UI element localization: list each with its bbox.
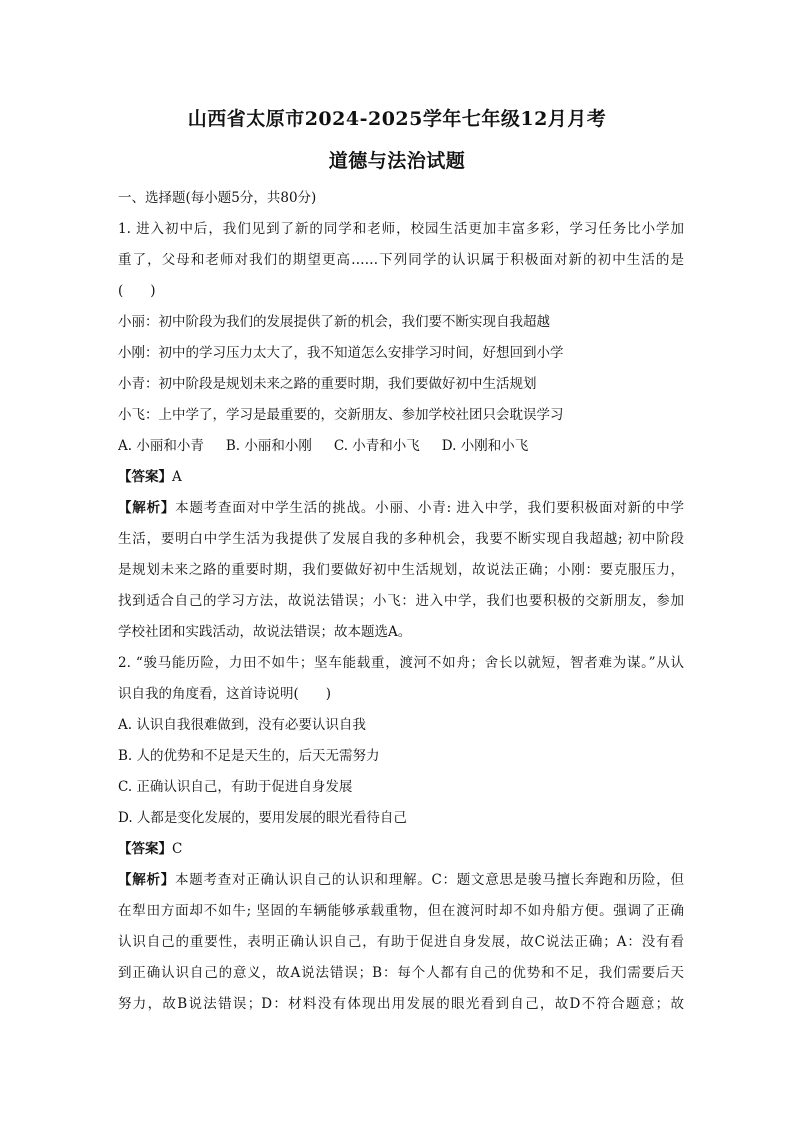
option-a: A. 认识自我很难做到，没有必要认识自我 (118, 717, 366, 733)
answer-line (118, 834, 684, 865)
analysis-text: 本题考查面对中学生活的挑战。小丽、小青: 进入中学，我们要积极面对新的中学 (175, 500, 684, 516)
question-stem-line: 2. “骏马能历险，力田不如牛；坚车能载重，渡河不如舟；舍长以就短，智者难为谋。”从认 (118, 655, 684, 671)
question-2 (118, 648, 684, 1020)
student-statement: 小青：初中阶段是规划未来之路的重要时期，我们要做好初中生活规划 (118, 376, 537, 392)
option-c: C. 小青和小飞 (333, 438, 420, 454)
analysis-line: 努力，故B说法错误；D：材料没有体现出用发展的眼光看到自己，故D不符合题意；故 (118, 996, 684, 1012)
student-statement: 小刚：初中的学习压力太大了，我不知道怎么安排学习时间，好想回到小学 (118, 345, 564, 361)
option-a: A. 小丽和小青 (118, 438, 204, 454)
question-stem-line: ( ) (118, 283, 156, 299)
option-b: B. 人的优势和不足是天生的，后天无需努力 (118, 748, 380, 764)
answer-label: 【答案】 (118, 841, 172, 857)
analysis-line (118, 865, 684, 896)
analysis-label: 【解析】 (118, 872, 175, 888)
answer-value: C (172, 841, 183, 857)
option-d: D. 人都是变化发展的，要用发展的眼光看待自己 (118, 810, 407, 826)
analysis-line: 学校社团和实践活动，故说法错误；故本题选A。 (118, 624, 412, 640)
question-stem-line: 识自我的角度看，这首诗说明( ) (118, 686, 332, 702)
analysis-line: 生活，要明白中学生活为我提供了发展自我的多种机会，我要不断实现自我超越; 初中阶段 (118, 531, 684, 547)
section-heading: 一、选择题(每小题5分，共80分) (118, 190, 317, 206)
analysis-line: 找到适合自己的学习方法，故说法错误；小飞：进入中学，我们也要积极的交新朋友，参加 (118, 593, 684, 609)
analysis-text: 本题考查对正确认识自己的认识和理解。C：题文意思是骏马擅长奔跑和历险，但 (175, 872, 684, 888)
answer-value: A (172, 469, 182, 485)
option-b: B. 小丽和小刚 (225, 438, 312, 454)
document-title: 山西省太原市2024-2025学年七年级12月月考 (187, 108, 607, 130)
exam-content (118, 183, 684, 1020)
question-1 (118, 214, 684, 648)
analysis-line: 是规划未来之路的重要时期，我们要做好初中生活规划，故说法正确；小刚：要克服压力， (118, 562, 684, 578)
question-stem-line: 重了，父母和老师对我们的期望更高……下列同学的认识属于积极面对新的初中生活的是 (118, 252, 684, 268)
student-statement: 小丽：初中阶段为我们的发展提供了新的机会，我们要不断实现自我超越 (118, 314, 550, 330)
question-stem-line: 1. 进入初中后，我们见到了新的同学和老师，校园生活更加丰富多彩，学习任务比小学加 (118, 221, 684, 237)
analysis-line (118, 493, 684, 524)
analysis-line: 到正确认识自己的意义，故A说法错误；B：每个人都有自己的优势和不足，我们需要后天 (118, 965, 684, 981)
analysis-line: 认识自己的重要性，表明正确认识自己，有助于促进自身发展，故C说法正确；A：没有看 (118, 934, 684, 950)
option-d: D. 小刚和小飞 (441, 438, 529, 454)
analysis-line: 在犁田方面却不如牛; 坚固的车辆能够承载重物，但在渡河时却不如舟船方便。强调了正确 (118, 903, 684, 919)
answer-line (118, 462, 684, 493)
option-c: C. 正确认识自己，有助于促进自身发展 (118, 779, 353, 795)
analysis-label: 【解析】 (118, 500, 176, 516)
document-subtitle: 道德与法治试题 (328, 150, 466, 172)
student-statement: 小飞：上中学了，学习是最重要的，交新朋友、参加学校社团只会耽误学习 (118, 407, 564, 423)
answer-label: 【答案】 (118, 469, 172, 485)
answer-options (118, 431, 684, 462)
